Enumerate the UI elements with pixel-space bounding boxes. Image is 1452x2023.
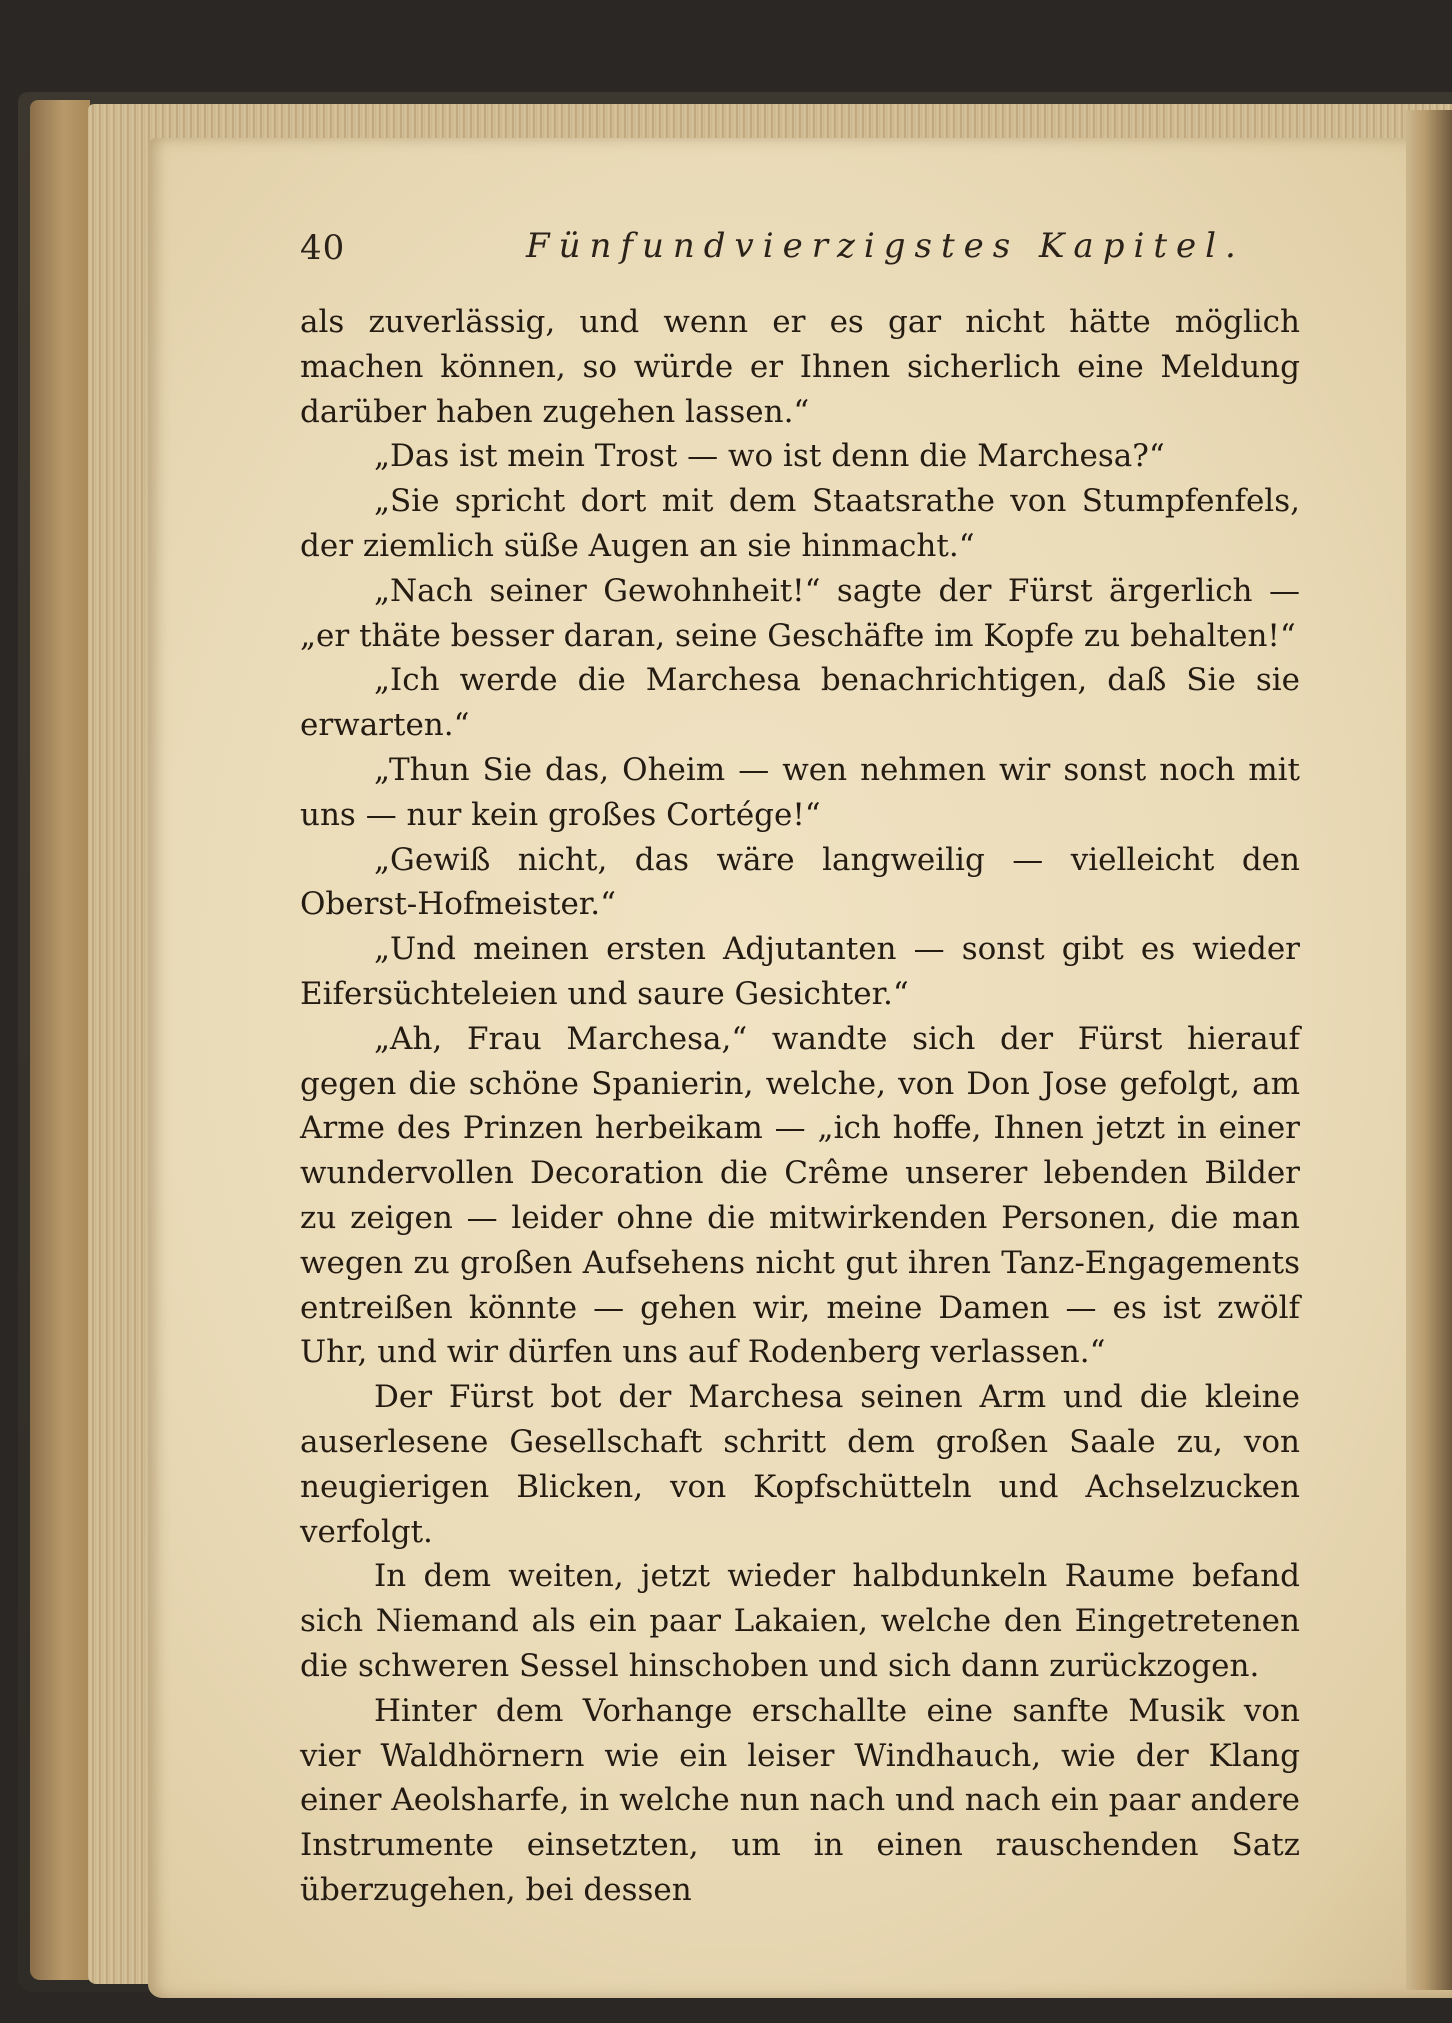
paragraph: „Ah, Frau Marchesa,“ wandte sich der Fürst hierauf gegen die schöne Spanierin, welche, von Don Jose gefolgt, am Arme des Prinzen herbeikam — „ich hoffe, Ihnen jetzt in einer wundervollen Decoration die Crême unserer lebenden Bilder zu zeigen — leider ohne die mitwirkenden Personen, die man wegen zu großen Aufsehens nicht gut ihren Tanz-Engagements entreißen könnte — gehen wir, meine Damen — es ist zwölf Uhr, und wir dürfen uns auf Rodenberg verlassen.“ [300,1020,1300,1371]
paragraph: In dem weiten, jetzt wieder halbdunkeln Raume befand sich Niemand als ein paar Lakaien, welche den Eingetretenen die schweren Sessel hinschoben und sich dann zurückzogen. [300,1558,1300,1684]
chapter-title: Fünfundvierzigstes Kapitel. [526,226,1245,266]
paragraph: als zuverlässig, und wenn er es gar nicht hätte möglich machen können, so würde er Ihnen sicherlich eine Meldung darüber haben zugehen lassen.“ [300,304,1300,430]
paragraph: „Thun Sie das, Oheim — wen nehmen wir sonst noch mit uns — nur kein großes Cortége!“ [300,751,1300,833]
paragraph: „Gewiß nicht, das wäre langweilig — vielleicht den Oberst-Hofmeister.“ [300,841,1300,923]
book-spine-edge [30,100,90,1980]
paragraph: „Und meinen ersten Adjutanten — sonst gibt es wieder Eifersüchteleien und saure Gesichter.“ [300,931,1300,1012]
paragraph: „Nach seiner Gewohnheit!“ sagte der Fürst ärgerlich — „er thäte besser daran, seine Geschäfte im Kopfe zu behalten!“ [300,572,1300,654]
paragraph: Hinter dem Vorhange erschallte eine sanfte Musik von vier Waldhörnern wie ein leiser Windhauch, wie der Klang einer Aeolsharfe, in welche nun nach und nach ein paar andere Instrumente einsetzten, um in einen rauschenden Satz überzugehen, bei dessen [300,1692,1300,1908]
page-number: 40 [300,228,346,268]
paragraph: „Sie spricht dort mit dem Staatsrathe von Stumpfenfels, der ziemlich süße Augen an sie hinmacht.“ [300,483,1300,564]
paragraph: „Das ist mein Trost — wo ist denn die Marchesa?“ [374,438,1165,475]
paragraph: „Ich werde die Marchesa benachrichtigen, daß Sie sie erwarten.“ [300,662,1300,744]
page-gutter [1406,110,1452,1990]
body-text [300,300,1300,1913]
paragraph: Der Fürst bot der Marchesa seinen Arm und die kleine auserlesene Gesellschaft schritt dem großen Saale zu, von neugierigen Blicken, von Kopfschütteln und Achselzucken verfolgt. [300,1379,1300,1550]
page-header [300,220,1300,280]
